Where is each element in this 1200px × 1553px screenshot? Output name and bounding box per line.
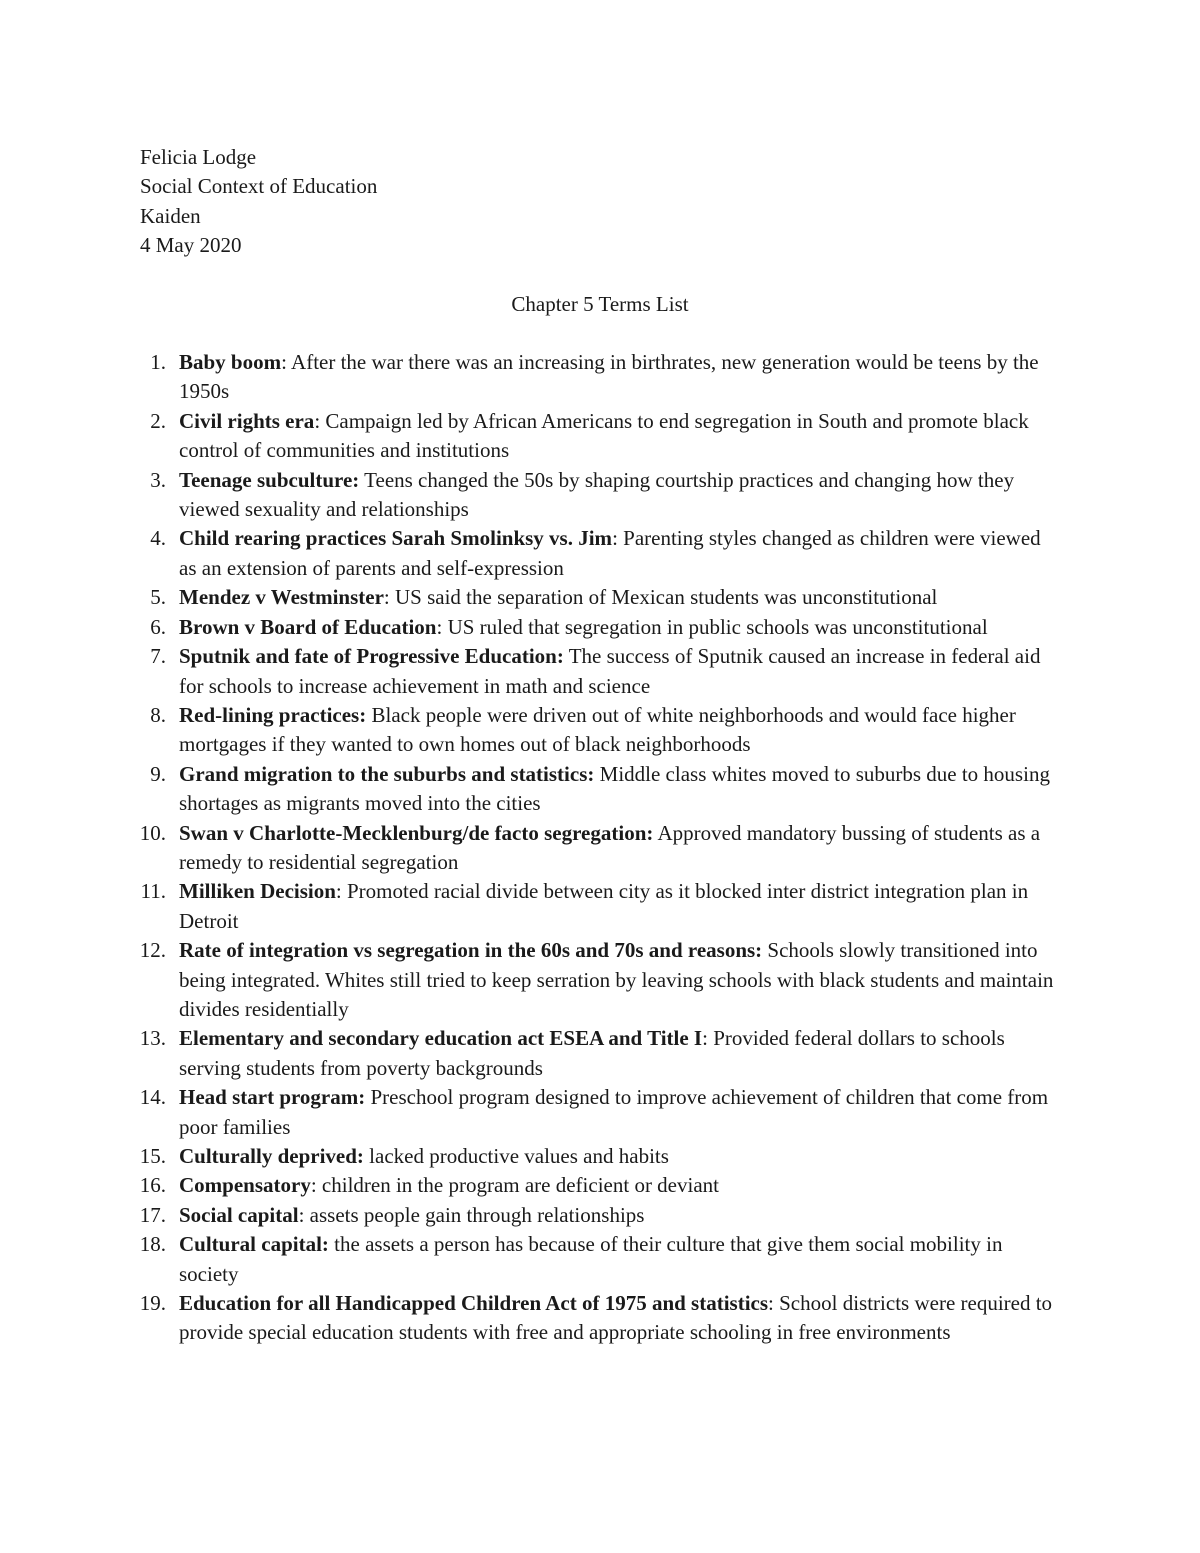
list-item-number: 2. <box>150 408 166 433</box>
term-label: Teenage subculture: <box>179 467 360 492</box>
list-item-number: 19. <box>139 1291 166 1316</box>
list-item <box>140 819 1060 878</box>
list-item <box>140 1142 1060 1171</box>
heading-block <box>140 143 1060 261</box>
list-item <box>140 1289 1060 1348</box>
list-item-number: 17. <box>139 1202 166 1227</box>
term-label: Rate of integration vs segregation in the 60s and 70s and reasons: <box>179 938 763 963</box>
list-item <box>140 760 1060 819</box>
list-item-number: 7. <box>150 644 166 669</box>
term-label: Culturally deprived: <box>179 1144 364 1168</box>
term-label: Grand migration to the suburbs and statistics: <box>179 761 595 786</box>
term-definition: lacked productive values and habits <box>363 1144 669 1168</box>
student-name: Felicia Lodge <box>140 145 257 169</box>
term-label: Sputnik and fate of Progressive Education: <box>179 644 564 669</box>
term-definition: : Provided federal dollars to schools serving students from poverty backgrounds <box>179 1026 1005 1080</box>
term-label: Milliken Decision <box>179 879 336 904</box>
term-definition: Approved mandatory bussing of students as a remedy to residential segregation <box>179 820 1041 874</box>
term-definition: Preschool program designed to improve achievement of children that come from poor families <box>179 1085 1049 1139</box>
list-item <box>140 877 1060 936</box>
term-definition: : School districts were required to provide special education students with free and appropriate schooling in free environments <box>179 1291 1053 1345</box>
term-definition: : children in the program are deficient or deviant <box>310 1173 719 1198</box>
term-definition: : US said the separation of Mexican students was unconstitutional <box>383 585 938 610</box>
list-item <box>140 524 1060 583</box>
list-item <box>140 1083 1060 1142</box>
term-definition: : Campaign led by African Americans to end segregation in South and promote black control of communities and institutions <box>179 408 1029 463</box>
list-item-number: 11. <box>140 879 166 904</box>
term-definition: Black people were driven out of white neighborhoods and would face higher mortgages if they wanted to own homes out of black neighborhoods <box>179 702 1016 757</box>
term-definition: Middle class whites moved to suburbs due to housing shortages as migrants moved into the cities <box>179 761 1050 816</box>
term-label: Child rearing practices Sarah Smolinksy vs. Jim <box>179 526 613 551</box>
term-definition: : Parenting styles changed as children were viewed as an extension of parents and self-expression <box>179 526 1041 580</box>
list-item-number: 16. <box>139 1173 166 1198</box>
list-item-number: 13. <box>139 1026 166 1051</box>
list-item-number: 5. <box>150 585 166 610</box>
term-definition: : assets people gain through relationships <box>298 1202 645 1227</box>
term-definition: Schools slowly transitioned into being integrated. Whites still tried to keep serration by leaving schools with black students and maintain divides residentially <box>179 938 1054 1021</box>
list-item-number: 9. <box>150 761 166 786</box>
list-item <box>140 466 1060 525</box>
list-item-number: 12. <box>139 938 166 963</box>
term-label: Brown v Board of Education <box>179 614 437 639</box>
term-definition: : Promoted racial divide between city as it blocked inter district integration plan in Detroit <box>179 879 1029 933</box>
list-item <box>140 1230 1060 1289</box>
term-label: Civil rights era <box>179 408 315 433</box>
list-item <box>140 642 1060 701</box>
term-label: Compensatory <box>179 1173 311 1198</box>
term-label: Cultural capital: <box>179 1232 329 1257</box>
term-label: Mendez v Westminster <box>179 585 384 610</box>
list-item <box>140 701 1060 760</box>
term-label: Social capital <box>179 1202 299 1227</box>
list-item <box>140 1024 1060 1083</box>
instructor-name: Kaiden <box>140 203 201 228</box>
list-item-number: 10. <box>139 820 166 845</box>
list-item <box>140 1201 1060 1230</box>
term-definition: the assets a person has because of their culture that give them social mobility in society <box>179 1232 1003 1286</box>
term-definition: The success of Sputnik caused an increase in federal aid for schools to increase achievement in math and science <box>179 644 1041 698</box>
list-item <box>140 583 1060 612</box>
term-label: Red-lining practices: <box>179 702 367 727</box>
list-item-number: 8. <box>150 702 166 727</box>
term-definition: Teens changed the 50s by shaping courtship practices and changing how they viewed sexuality and relationships <box>179 467 1015 522</box>
list-item-number: 3. <box>150 467 166 492</box>
term-label: Swan v Charlotte-Mecklenburg/de facto segregation: <box>179 820 654 845</box>
list-item-number: 14. <box>139 1085 166 1110</box>
term-label: Education for all Handicapped Children Act of 1975 and statistics <box>179 1291 769 1316</box>
list-item <box>140 936 1060 1024</box>
terms-list <box>140 348 1060 1348</box>
list-item <box>140 1171 1060 1200</box>
list-item <box>140 613 1060 642</box>
list-item-number: 18. <box>139 1232 166 1257</box>
course-name: Social Context of Education <box>140 174 378 199</box>
list-item-number: 6. <box>150 614 166 639</box>
list-item-number: 1. <box>150 350 166 375</box>
document-title: Chapter 5 Terms List <box>511 291 689 316</box>
term-label: Head start program: <box>179 1085 366 1110</box>
term-definition: : After the war there was an increasing in birthrates, new generation would be teens by the 1950s <box>179 350 1039 404</box>
list-item-number: 4. <box>150 526 166 551</box>
list-item <box>140 407 1060 466</box>
list-item <box>140 348 1060 407</box>
term-definition: : US ruled that segregation in public schools was unconstitutional <box>436 614 988 639</box>
document-date: 4 May 2020 <box>140 233 242 258</box>
list-item-number: 15. <box>139 1144 166 1168</box>
term-label: Elementary and secondary education act ESEA and Title I <box>179 1026 703 1051</box>
term-label: Baby boom <box>179 350 282 375</box>
